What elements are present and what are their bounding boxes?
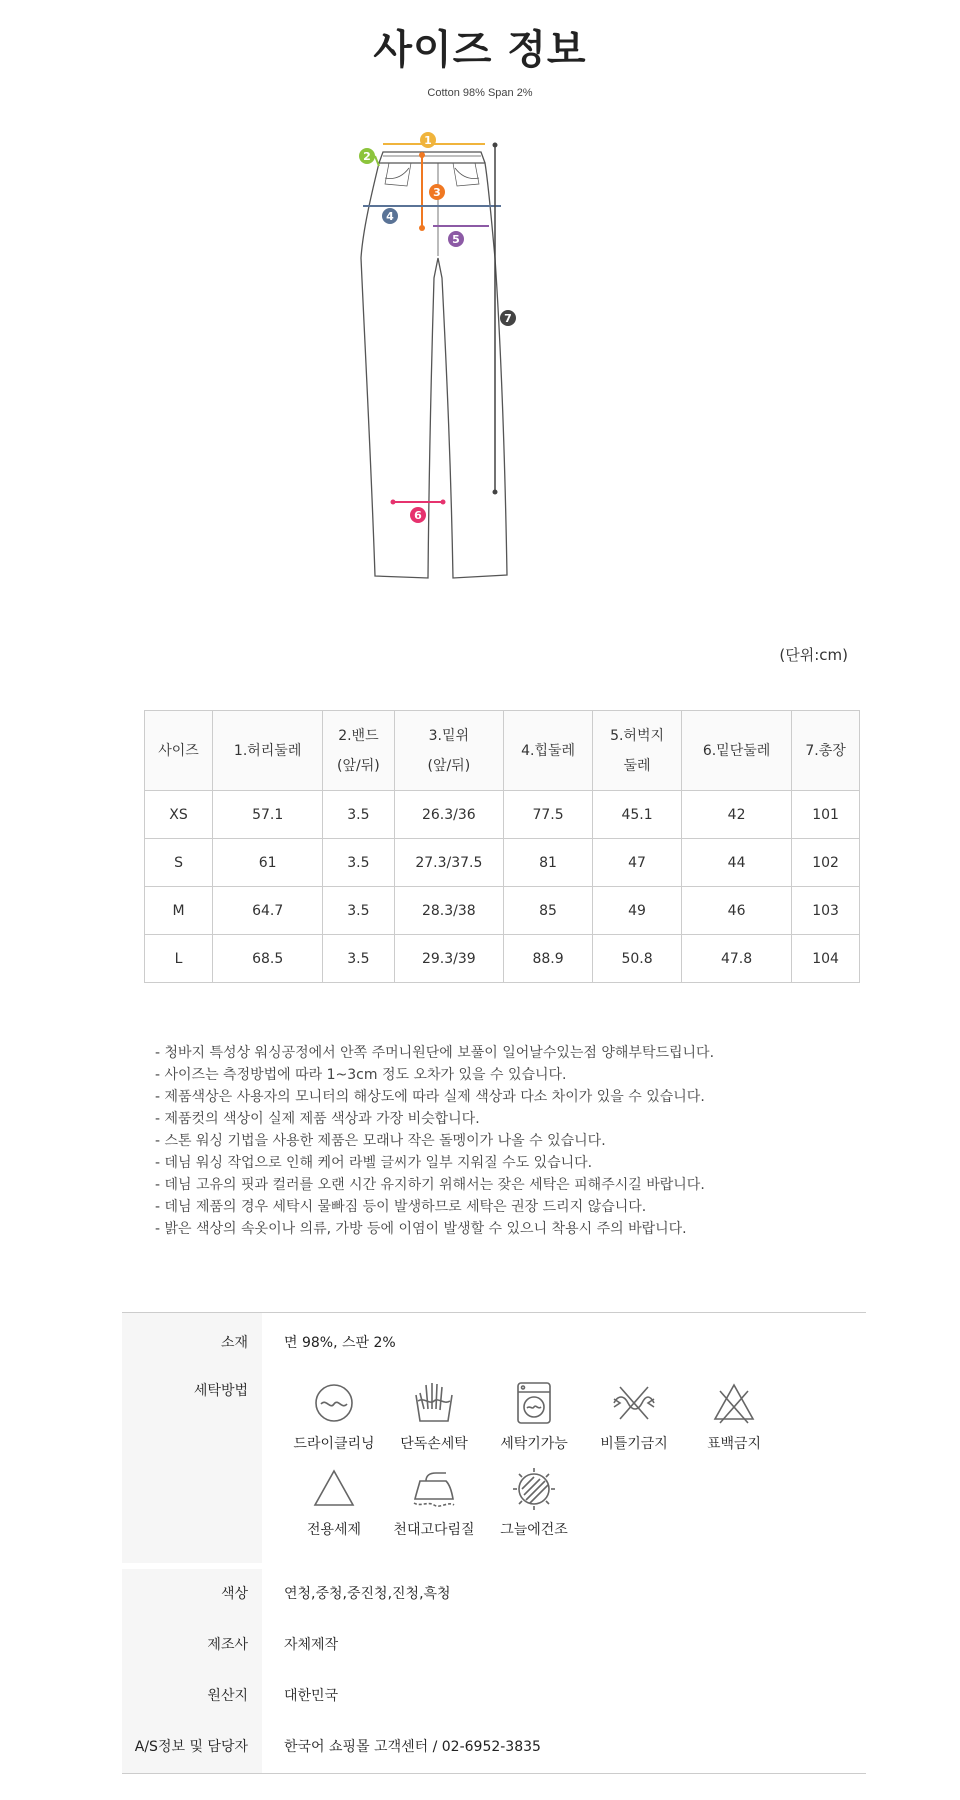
color-value: 연청,중청,중진청,진청,흑청 bbox=[284, 1586, 451, 1602]
table-cell: 50.8 bbox=[593, 935, 682, 983]
product-info-table bbox=[122, 1312, 866, 1774]
table-cell: 103 bbox=[792, 887, 860, 935]
table-cell: 3.5 bbox=[323, 935, 394, 983]
size-table-header bbox=[145, 711, 860, 791]
header-length: 7.총장 bbox=[792, 711, 860, 791]
list-item: - 제품컷의 색상이 실제 제품 색상과 가장 비슷합니다. bbox=[155, 1111, 480, 1127]
info-row-as bbox=[122, 1722, 866, 1773]
table-cell: 3.5 bbox=[323, 887, 394, 935]
unit-label: (단위:cm) bbox=[779, 646, 848, 664]
svg-text:5: 5 bbox=[452, 233, 460, 246]
list-item: - 데님 워싱 작업으로 인해 케어 라벨 글씨가 일부 지워질 수도 있습니다. bbox=[155, 1155, 593, 1171]
table-cell: 28.3/38 bbox=[394, 887, 503, 935]
wash-item-label: 천대고다림질 bbox=[393, 1522, 475, 1538]
table-cell: 102 bbox=[792, 839, 860, 887]
svg-text:7: 7 bbox=[504, 312, 512, 325]
dry-cleaning-icon bbox=[310, 1379, 358, 1427]
header-waist: 1.허리둘레 bbox=[213, 711, 323, 791]
list-item: - 데님 제품의 경우 세탁시 물빠짐 등이 발생하므로 세탁은 권장 드리지 않습니다. bbox=[155, 1199, 647, 1215]
wash-item-label: 표백금지 bbox=[706, 1436, 762, 1452]
table-cell: 42 bbox=[682, 791, 792, 839]
table-cell: 26.3/36 bbox=[394, 791, 503, 839]
table-cell: L bbox=[145, 935, 213, 983]
svg-text:3: 3 bbox=[433, 186, 441, 199]
maker-label: 제조사 bbox=[122, 1620, 262, 1671]
table-cell: 46 bbox=[682, 887, 792, 935]
info-row-wash bbox=[122, 1373, 866, 1569]
material-note: Cotton 98% Span 2% bbox=[427, 87, 533, 99]
material-label: 소재 bbox=[122, 1313, 262, 1373]
marker-5 bbox=[448, 231, 464, 247]
wash-item-label: 드라이클리닝 bbox=[293, 1436, 375, 1452]
iron-cloth-icon bbox=[410, 1465, 458, 1513]
wash-item-label: 단독손세탁 bbox=[400, 1436, 468, 1452]
table-cell: 27.3/37.5 bbox=[394, 839, 503, 887]
wash-item-shade-dry bbox=[484, 1465, 584, 1551]
material-value: 면 98%, 스판 2% bbox=[284, 1335, 396, 1351]
list-item: - 제품색상은 사용자의 모니터의 해상도에 따라 실제 색상과 다소 차이가 있을 수 있습니다. bbox=[155, 1089, 705, 1105]
header-size: 사이즈 bbox=[145, 711, 213, 791]
list-item: - 스톤 워싱 기법을 사용한 제품은 모래나 작은 돌멩이가 나올 수 있습니다. bbox=[155, 1133, 606, 1149]
maker-value: 자체제작 bbox=[284, 1637, 339, 1653]
marker-1 bbox=[420, 132, 436, 148]
table-cell: 47.8 bbox=[682, 935, 792, 983]
table-cell: 29.3/39 bbox=[394, 935, 503, 983]
list-item: - 사이즈는 측정방법에 따라 1~3cm 정도 오차가 있을 수 있습니다. bbox=[155, 1067, 567, 1083]
origin-label: 원산지 bbox=[122, 1671, 262, 1722]
table-cell: 104 bbox=[792, 935, 860, 983]
no-wring-icon bbox=[610, 1379, 658, 1427]
as-value: 한국어 쇼핑몰 고객센터 / 02-6952-3835 bbox=[284, 1739, 541, 1755]
wash-item-label: 비틀기금지 bbox=[600, 1436, 668, 1452]
wash-value bbox=[262, 1373, 866, 1569]
table-cell: 77.5 bbox=[504, 791, 593, 839]
table-cell: 3.5 bbox=[323, 839, 394, 887]
care-notes bbox=[155, 1042, 714, 1240]
wash-item-no-bleach bbox=[684, 1379, 784, 1465]
table-cell: 85 bbox=[504, 887, 593, 935]
header-hem: 6.밑단둘레 bbox=[682, 711, 792, 791]
size-table bbox=[144, 710, 860, 983]
origin-value: 대한민국 bbox=[284, 1688, 339, 1704]
page-title: 사이즈 정보 bbox=[373, 27, 587, 73]
svg-text:2: 2 bbox=[363, 150, 371, 163]
table-cell: S bbox=[145, 839, 213, 887]
hand-wash-icon bbox=[410, 1379, 458, 1427]
table-row bbox=[145, 887, 860, 935]
table-cell: XS bbox=[145, 791, 213, 839]
table-cell: 101 bbox=[792, 791, 860, 839]
table-cell: M bbox=[145, 887, 213, 935]
table-cell: 61 bbox=[213, 839, 323, 887]
table-cell: 3.5 bbox=[323, 791, 394, 839]
svg-text:6: 6 bbox=[414, 509, 422, 522]
table-row bbox=[145, 839, 860, 887]
table-cell: 44 bbox=[682, 839, 792, 887]
wash-icons-grid bbox=[284, 1379, 824, 1551]
header-hip: 4.힙둘레 bbox=[504, 711, 593, 791]
wash-item-label: 세탁기가능 bbox=[500, 1436, 568, 1452]
table-cell: 47 bbox=[593, 839, 682, 887]
washing-machine-icon bbox=[510, 1379, 558, 1427]
table-cell: 68.5 bbox=[213, 935, 323, 983]
wash-label: 세탁방법 bbox=[122, 1373, 262, 1563]
table-cell: 88.9 bbox=[504, 935, 593, 983]
marker-2 bbox=[359, 148, 375, 164]
info-row-material bbox=[122, 1313, 866, 1373]
svg-text:1: 1 bbox=[424, 134, 432, 147]
detergent-icon bbox=[310, 1465, 358, 1513]
table-cell: 49 bbox=[593, 887, 682, 935]
table-row bbox=[145, 791, 860, 839]
no-bleach-icon bbox=[710, 1379, 758, 1427]
info-row-origin bbox=[122, 1671, 866, 1722]
table-row bbox=[145, 935, 860, 983]
table-cell: 64.7 bbox=[213, 887, 323, 935]
wash-item-label: 전용세제 bbox=[306, 1522, 362, 1538]
marker-7 bbox=[500, 310, 516, 326]
wash-item-washing-machine bbox=[484, 1379, 584, 1465]
info-row-maker bbox=[122, 1620, 866, 1671]
as-label: A/S정보 및 담당자 bbox=[122, 1722, 262, 1773]
marker-6 bbox=[410, 507, 426, 523]
list-item: - 청바지 특성상 워싱공정에서 안쪽 주머니원단에 보풀이 일어날수있는점 양해부탁드립니다. bbox=[155, 1045, 715, 1061]
wash-item-label: 그늘에건조 bbox=[500, 1522, 568, 1538]
svg-text:4: 4 bbox=[386, 210, 394, 223]
pants-measurement-diagram bbox=[355, 128, 555, 608]
wash-item-hand-wash bbox=[384, 1379, 484, 1465]
table-cell: 81 bbox=[504, 839, 593, 887]
table-cell: 45.1 bbox=[593, 791, 682, 839]
wash-item-detergent bbox=[284, 1465, 384, 1551]
wash-item-iron-cloth bbox=[384, 1465, 484, 1551]
shade-dry-icon bbox=[510, 1465, 558, 1513]
info-row-color bbox=[122, 1569, 866, 1620]
wash-item-no-wring bbox=[584, 1379, 684, 1465]
header-rise: 3.밑위 (앞/뒤) bbox=[394, 711, 503, 791]
header-band: 2.밴드 (앞/뒤) bbox=[323, 711, 394, 791]
list-item: - 데님 고유의 핏과 컬러를 오랜 시간 유지하기 위해서는 잦은 세탁은 피해주시길 바랍니다. bbox=[155, 1177, 705, 1193]
marker-3 bbox=[429, 184, 445, 200]
table-cell: 57.1 bbox=[213, 791, 323, 839]
header-thigh: 5.허벅지 둘레 bbox=[593, 711, 682, 791]
color-label: 색상 bbox=[122, 1569, 262, 1620]
marker-4 bbox=[382, 208, 398, 224]
list-item: - 밝은 색상의 속옷이나 의류, 가방 등에 이염이 발생할 수 있으니 착용시 주의 바랍니다. bbox=[155, 1221, 687, 1237]
wash-item-dry-cleaning bbox=[284, 1379, 384, 1465]
